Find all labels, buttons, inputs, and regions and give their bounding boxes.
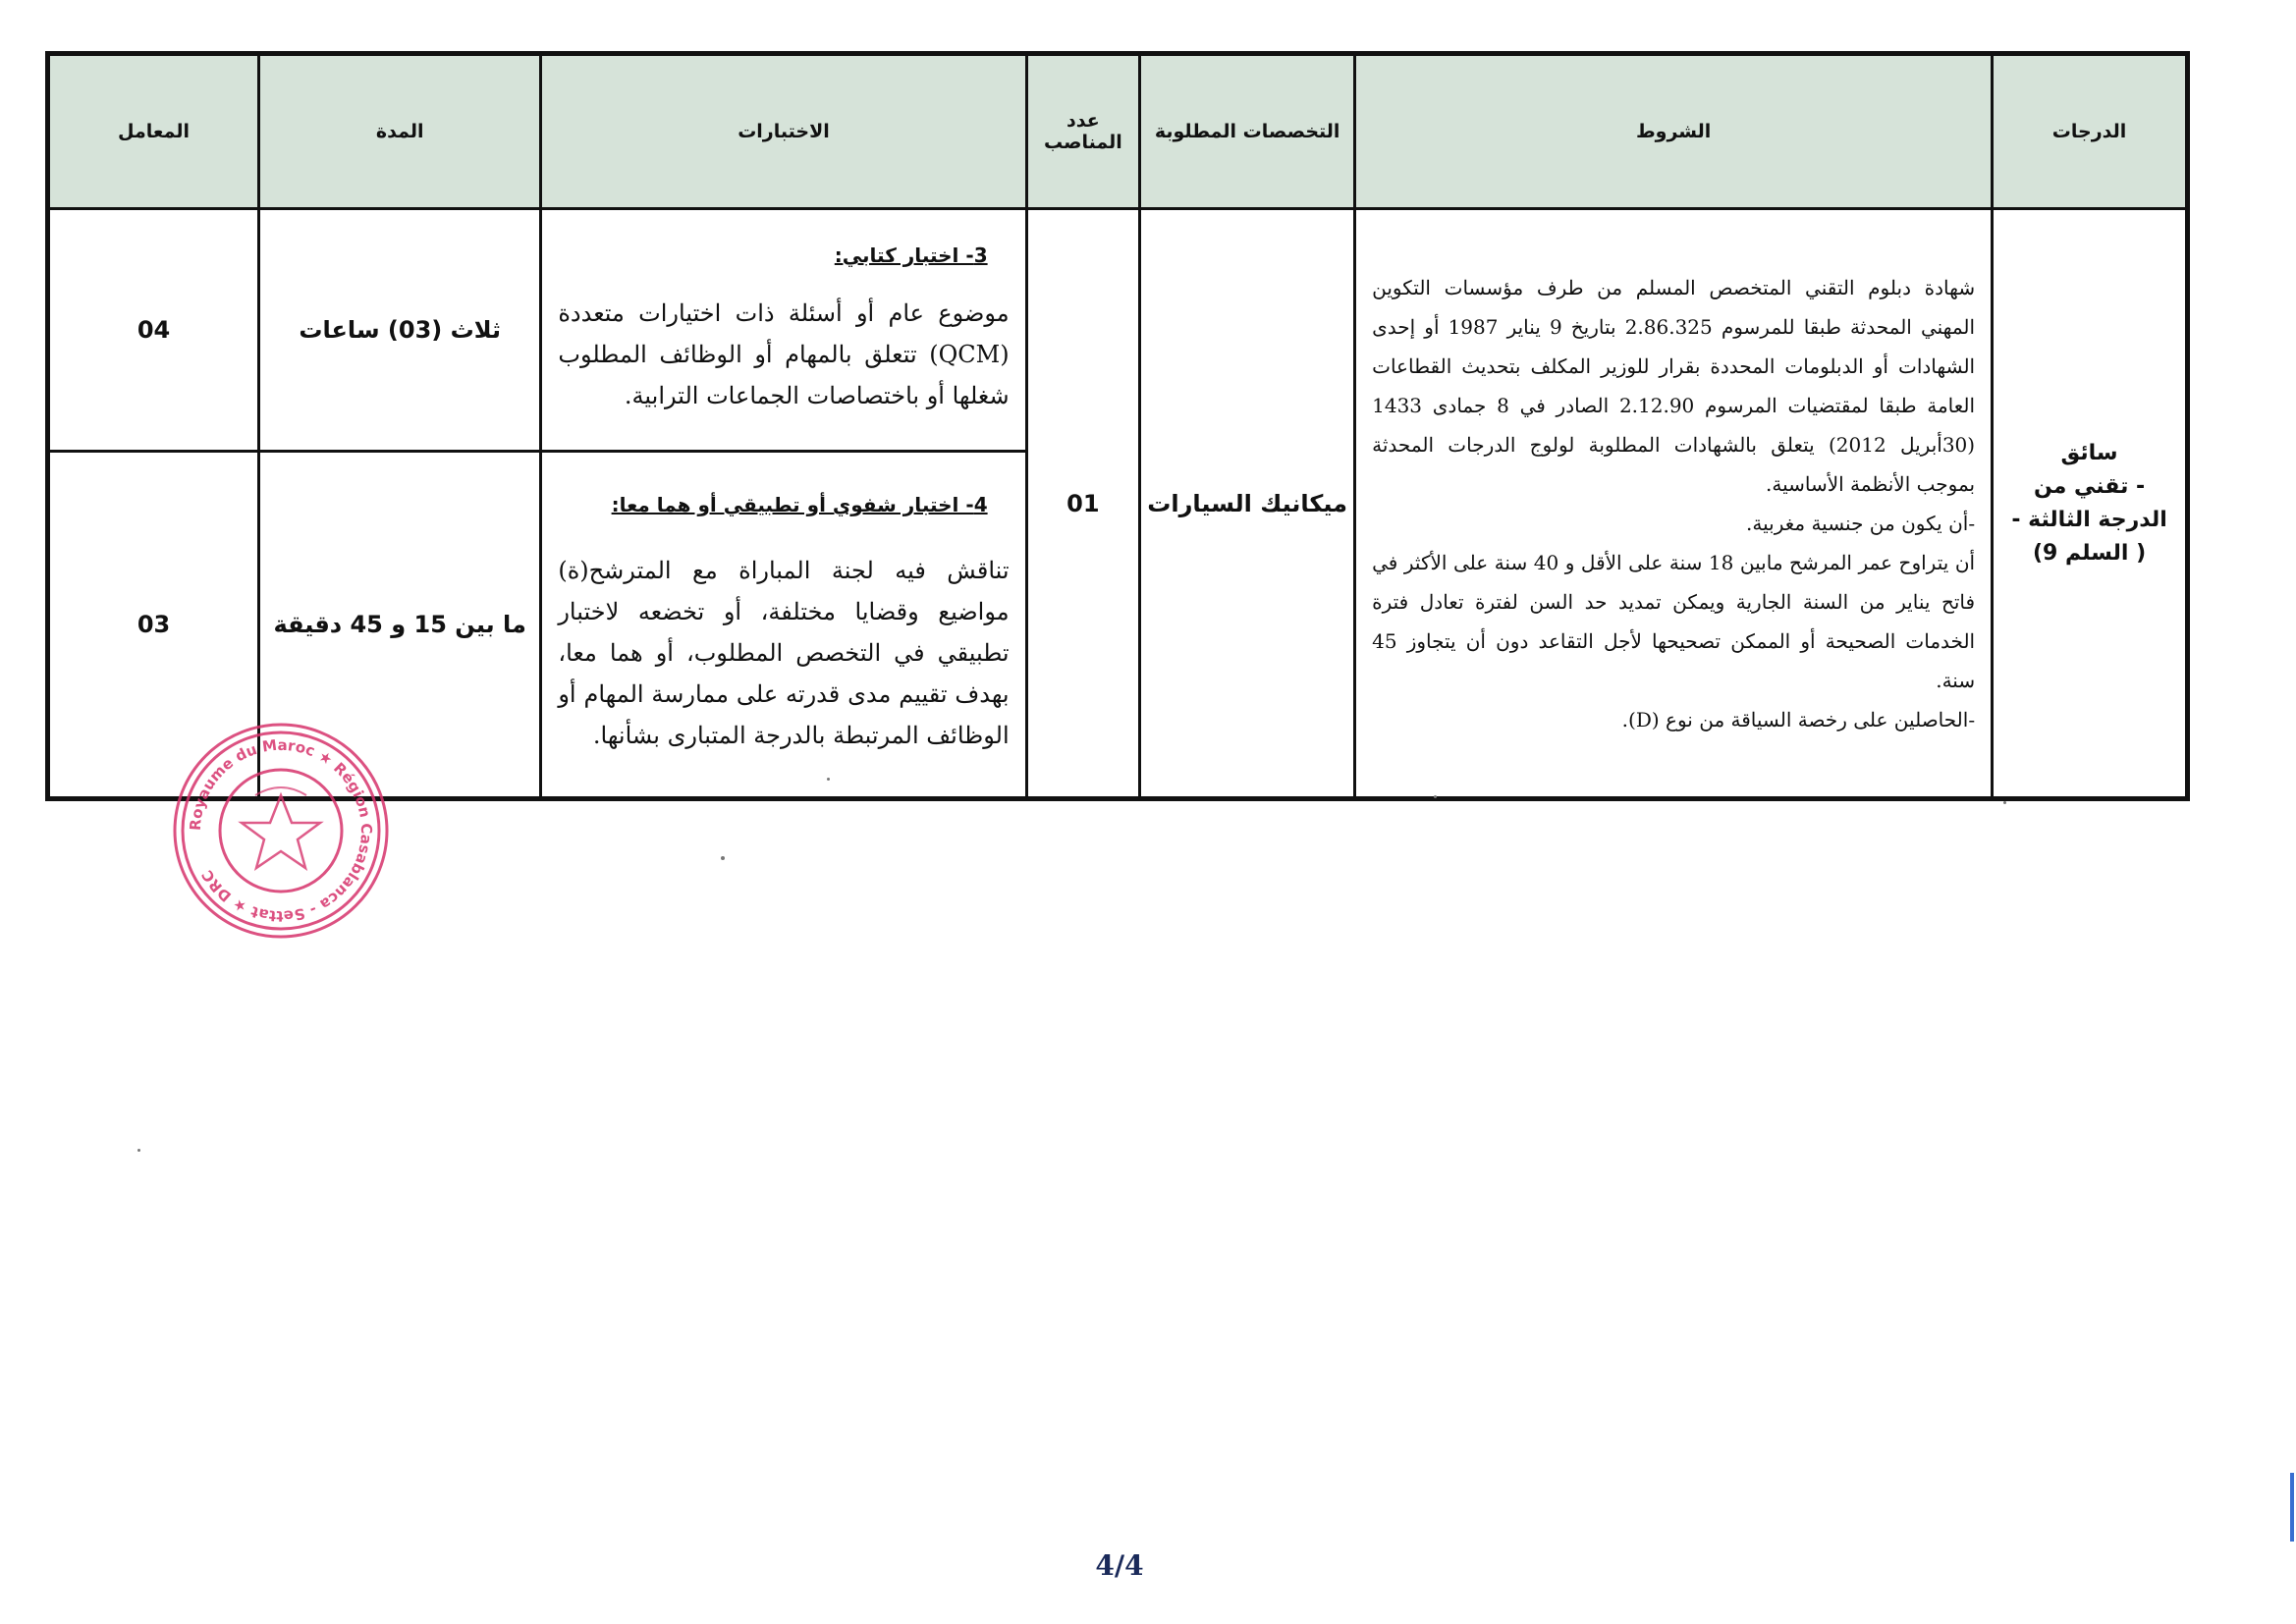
recruitment-table — [45, 51, 2190, 801]
grade-line: سائق — [2060, 440, 2118, 465]
stamp-text: Royaume du Maroc ★ Région Casablanca - Settat ★ DRC — [186, 735, 376, 926]
grade-line: - تقني من — [2033, 473, 2146, 499]
table-row — [48, 209, 2188, 452]
scan-edge-mark — [2290, 1473, 2294, 1542]
scan-speck — [2003, 801, 2006, 804]
exam-oral-body: تناقش فيه لجنة المباراة مع المترشح(ة) مواضيع وقضايا مختلفة، أو تخضعه لاختبار تطبيقي في التخصص المطلوب، أو هما معا، بهدف تقييم مدى قدرته على ممارسة المهام أو الوظائف المرتبطة بالدرجة المتبارى بشأنها. — [558, 557, 1010, 750]
header-grade: الدرجات — [1993, 54, 2188, 209]
duration-oral-cell: ما بين 15 و 45 دقيقة — [259, 452, 541, 799]
scan-speck — [827, 778, 830, 781]
condition-license: -الحاصلين على رخصة السياقة من نوع (D). — [1621, 707, 1976, 731]
exam-oral-cell — [541, 452, 1026, 799]
exam-written-cell — [541, 209, 1026, 452]
exam-written-title: 3- اختبار كتابي: — [834, 244, 988, 268]
condition-diploma: شهادة دبلوم التقني المتخصص المسلم من طرف مؤسسات التكوين المهني المحدثة طبقا للمرسوم 2.86.325 بتاريخ 9 يناير 1987 أو إحدى الشهادات أو الدبلومات المحددة بقرار للوزير المكلف بتحديث القطاعات العامة طبقا لمقتضيات المرسوم 2.12.90 الصادر في 8 جمادى 1433 (30أبريل 2012) يتعلق بالشهادات المطلوبة لولوج الدرجات المحدثة بموجب الأنظمة الأساسية. — [1372, 275, 1976, 496]
header-row — [48, 54, 2188, 209]
header-duration: المدة — [259, 54, 541, 209]
condition-age: أن يتراوح عمر المرشح مابين 18 سنة على الأقل و 40 سنة على الأكثر في فاتح يناير من السنة الجارية ويمكن تمديد حد السن لفترة تعادل فترة الخدمات الصحيحة أو الممكن تصحيحها لأجل التقاعد دون أن يتجاوز 45 سنة. — [1372, 550, 1976, 692]
exam-written-body: موضوع عام أو أسئلة ذات اختيارات متعددة (QCM) تتعلق بالمهام أو الوظائف المطلوب شغلها أو باختصاصات الجماعات الترابية. — [558, 299, 1010, 410]
grade-cell — [1993, 209, 2188, 799]
header-coefficient: المعامل — [48, 54, 259, 209]
scan-speck — [1434, 795, 1437, 798]
star-emblem-icon — [242, 787, 320, 868]
header-positions-line2: المناصب — [1043, 132, 1122, 153]
duration-written-cell: ثلاث (03) ساعات — [259, 209, 541, 452]
specialty-cell: ميكانيك السيارات — [1140, 209, 1355, 799]
grade-line: الدرجة الثالثة - — [2011, 507, 2167, 532]
scan-speck — [721, 856, 725, 860]
grade-line: ( السلم 9) — [2032, 540, 2147, 566]
header-conditions: الشروط — [1355, 54, 1993, 209]
header-specialties: التخصصات المطلوبة — [1140, 54, 1355, 209]
page-number: 4/4 — [1095, 1549, 1144, 1582]
positions-cell: 01 — [1026, 209, 1140, 799]
conditions-cell — [1355, 209, 1993, 799]
header-exams: الاختبارات — [541, 54, 1026, 209]
header-positions-line1: عدد — [1066, 110, 1100, 132]
svg-text:Royaume du Maroc ★ Région Casa — [187, 736, 375, 925]
header-positions — [1026, 54, 1140, 209]
coefficient-written-cell: 04 — [48, 209, 259, 452]
coefficient-oral-cell: 03 — [48, 452, 259, 799]
exam-oral-title: 4- اختبار شفوي أو تطبيقي أو هما معا: — [611, 493, 988, 517]
scan-speck — [137, 1149, 140, 1152]
official-stamp — [169, 719, 393, 943]
condition-nationality: -أن يكون من جنسية مغربية. — [1746, 511, 1976, 535]
